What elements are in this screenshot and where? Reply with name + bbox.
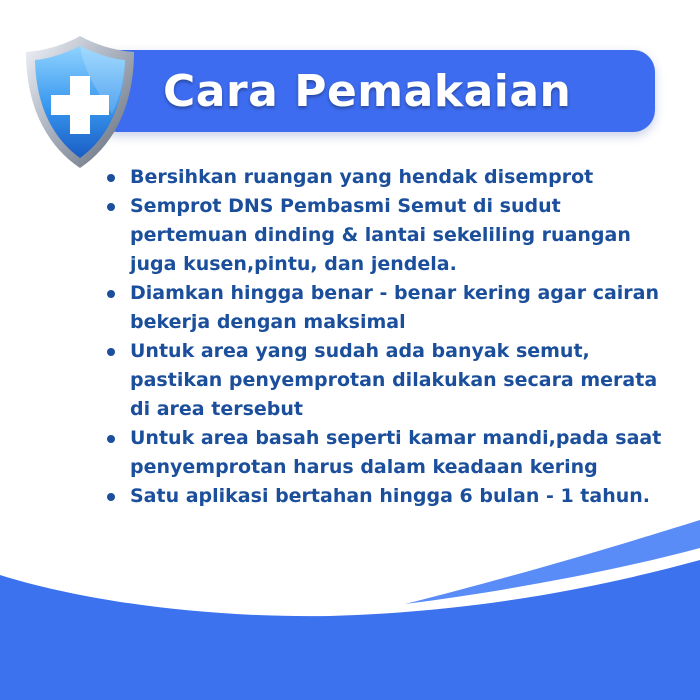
page-title: Cara Pemakaian <box>163 65 572 117</box>
shield-cross-icon <box>20 32 140 172</box>
list-item <box>105 482 665 511</box>
list-item <box>105 424 665 482</box>
bullet <box>107 435 115 443</box>
bullet <box>107 348 115 356</box>
instructions-list <box>105 163 665 511</box>
step-text: Semprot DNS Pembasmi Semut di sudut pertemuan dinding & lantai sekeliling ruangan juga kusen,pintu, dan jendela. <box>130 195 631 275</box>
step-text: Bersihkan ruangan yang hendak disemprot <box>130 166 594 188</box>
step-text: Untuk area yang sudah ada banyak semut, pastikan penyemprotan dilakukan secara merata di area tersebut <box>130 340 658 420</box>
list-item <box>105 279 665 337</box>
bullet <box>107 174 115 182</box>
bullet <box>107 203 115 211</box>
title-banner <box>95 50 655 132</box>
list-item <box>105 192 665 279</box>
step-text: Diamkan hingga benar - benar kering agar cairan bekerja dengan maksimal <box>130 282 660 333</box>
list-item <box>105 163 665 192</box>
step-text: Satu aplikasi bertahan hingga 6 bulan - 1 tahun. <box>130 485 650 507</box>
step-text: Untuk area basah seperti kamar mandi,pada saat penyemprotan harus dalam keadaan kering <box>130 427 662 478</box>
list-item <box>105 337 665 424</box>
bullet <box>107 290 115 298</box>
bullet <box>107 493 115 501</box>
